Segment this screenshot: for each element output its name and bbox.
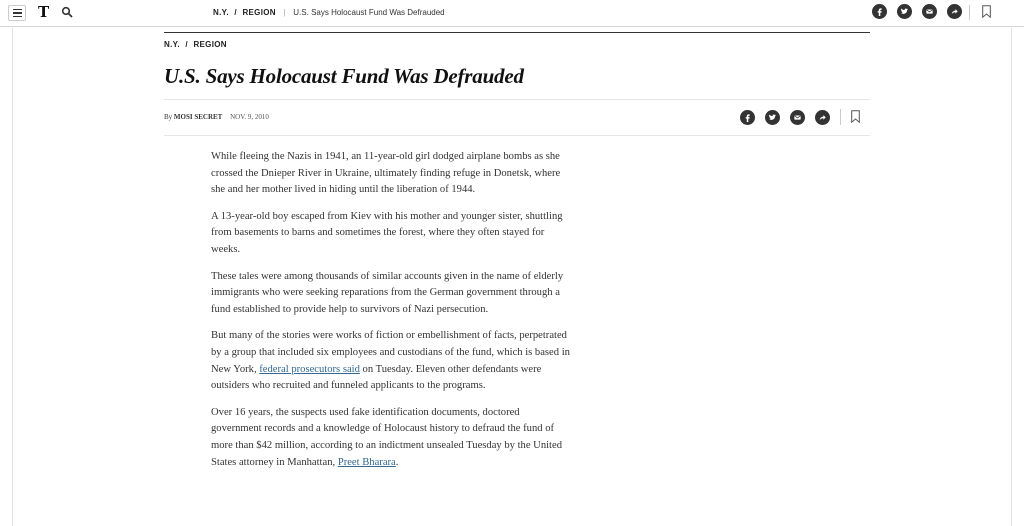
page-frame-left	[12, 26, 13, 526]
divider	[840, 109, 841, 125]
top-article-title: U.S. Says Holocaust Fund Was Defrauded	[293, 8, 445, 17]
article-body	[211, 149, 571, 481]
story-paragraph: These tales were among thousands of similar accounts given in the name of elderly immigrants who were seeking reparations from the German government through a fund established to provide help to survivors of Nazi persecution.	[211, 270, 564, 315]
top-bar	[0, 0, 1024, 27]
paragraph-text: But many of the stories were works of fiction or embellishment of facts, perpetrated by a group that included six employees and custodians of the fund, which is based in New York,	[211, 330, 570, 375]
paragraph-text: on Tuesday. Eleven other defendants were outsiders who recruited and funneled applicants to the programs.	[211, 363, 542, 392]
divider	[969, 5, 970, 20]
story-paragraph	[211, 328, 571, 394]
email-icon[interactable]	[790, 110, 805, 125]
menu-icon[interactable]	[8, 5, 26, 21]
share-icon[interactable]	[947, 4, 962, 19]
search-icon[interactable]	[61, 6, 73, 18]
facebook-icon[interactable]	[740, 110, 755, 125]
kicker-ny[interactable]: N.Y.	[164, 40, 180, 49]
divider: |	[283, 8, 286, 17]
byline	[164, 113, 269, 121]
section-kicker: N.Y. / REGION	[164, 40, 227, 49]
divider	[164, 135, 870, 136]
story-paragraph: A 13-year-old boy escaped from Kiev with his mother and younger sister, shuttling from basements to barns and sometimes the forest, where they often stayed for weeks.	[211, 210, 563, 255]
twitter-icon[interactable]	[765, 110, 780, 125]
email-icon[interactable]	[922, 4, 937, 19]
divider	[164, 99, 870, 100]
kicker-region[interactable]: REGION	[193, 40, 227, 49]
page-frame-right	[1011, 26, 1012, 526]
twitter-icon[interactable]	[897, 4, 912, 19]
author-name[interactable]: MOSI SECRET	[173, 113, 223, 121]
share-icon[interactable]	[815, 110, 830, 125]
paragraph-text: .	[395, 456, 399, 468]
byline-prefix: By	[164, 113, 173, 121]
story-paragraph	[211, 405, 571, 471]
story-paragraph: While fleeing the Nazis in 1941, an 11-year-old girl dodged airplane bombs as she crossed the Dnieper River in Ukraine, ultimately finding refuge in Donetsk, where she and her mother lived in hiding until the liberation of 1944.	[211, 151, 561, 196]
headline: U.S. Says Holocaust Fund Was Defrauded	[164, 64, 524, 88]
federal-prosecutors-link[interactable]: federal prosecutors said	[259, 363, 360, 375]
header-rule	[164, 32, 870, 33]
preet-bharara-link[interactable]: Preet Bharara	[337, 456, 396, 468]
bookmark-icon[interactable]	[851, 110, 860, 123]
top-section-ny[interactable]: N.Y.	[213, 8, 229, 17]
top-breadcrumb: N.Y. / REGION | U.S. Says Holocaust Fund Was Defrauded	[213, 8, 445, 17]
facebook-icon[interactable]	[872, 4, 887, 19]
bookmark-icon[interactable]	[982, 5, 991, 18]
paragraph-text: Over 16 years, the suspects used fake identification documents, doctored government records and a knowledge of Holocaust history to defraud the fund of more than $42 million, according to an indictment unsealed Tuesday by the United States attorney in Manhattan,	[211, 406, 563, 468]
nyt-logo[interactable]: T	[38, 3, 50, 21]
top-section-region[interactable]: REGION	[242, 8, 276, 17]
publish-date: NOV. 9, 2010	[230, 113, 269, 121]
